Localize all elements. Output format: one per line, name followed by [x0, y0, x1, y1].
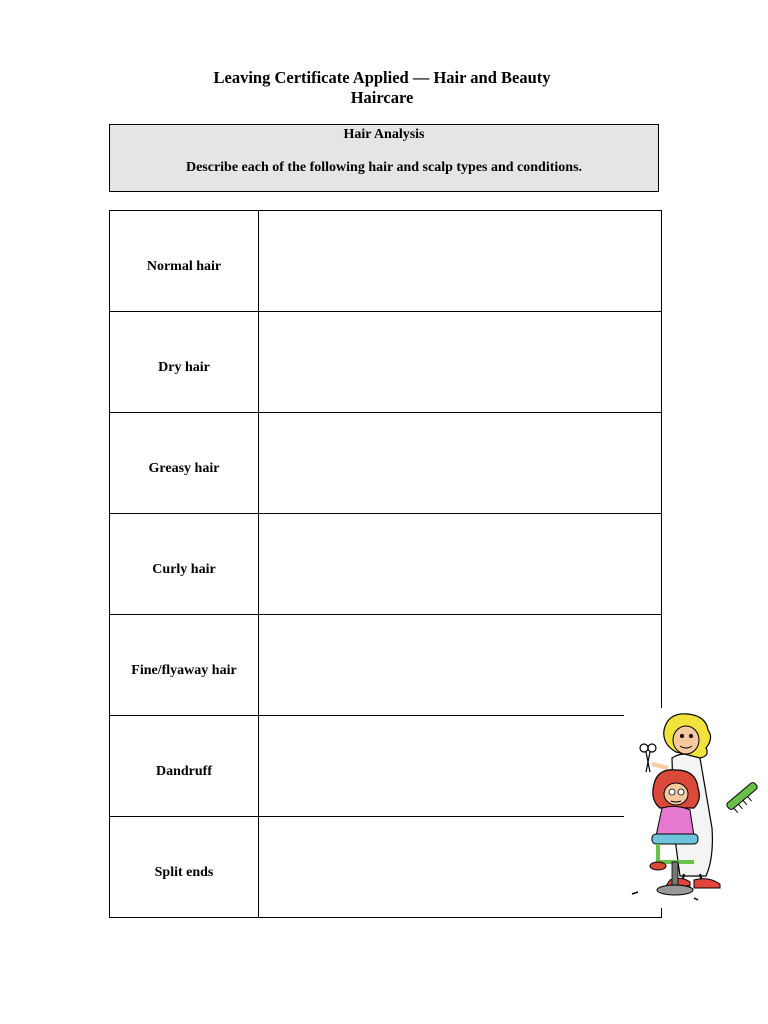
instructions-text: Describe each of the following hair and scalp types and conditions.: [185, 160, 583, 175]
row-label: Dry hair: [158, 360, 210, 375]
answer-cell-curly-hair[interactable]: [259, 514, 662, 615]
row-label-cell: [110, 211, 259, 312]
table-row: [110, 312, 662, 413]
row-label-cell: [110, 615, 259, 716]
row-label: Greasy hair: [148, 461, 220, 476]
row-label-cell: [110, 413, 259, 514]
instructions-box: [109, 124, 659, 192]
table-row: [110, 413, 662, 514]
row-label-cell: [110, 817, 259, 918]
row-label: Normal hair: [146, 259, 222, 274]
answer-cell-split-ends[interactable]: [259, 817, 662, 918]
row-label-cell: [110, 716, 259, 817]
table-row: [110, 514, 662, 615]
answer-cell-normal-hair[interactable]: [259, 211, 662, 312]
table-row: [110, 716, 662, 817]
title-line-1: Leaving Certificate Applied — Hair and Beauty: [213, 68, 551, 87]
row-label: Dandruff: [155, 764, 212, 779]
table-row: [110, 817, 662, 918]
table-row: [110, 211, 662, 312]
row-label: Fine/flyaway hair: [131, 663, 237, 678]
hairdresser-cartoon-icon: [624, 708, 764, 908]
answer-cell-dry-hair[interactable]: [259, 312, 662, 413]
table-row: [110, 615, 662, 716]
section-heading: Hair Analysis: [343, 127, 425, 142]
title-line-2: Haircare: [350, 88, 414, 107]
answer-cell-dandruff[interactable]: [259, 716, 662, 817]
row-label-cell: [110, 514, 259, 615]
row-label: Split ends: [154, 865, 214, 880]
answer-cell-greasy-hair[interactable]: [259, 413, 662, 514]
hair-analysis-table: [109, 210, 662, 918]
document-title: [0, 68, 764, 108]
row-label-cell: [110, 312, 259, 413]
answer-cell-fine-flyaway-hair[interactable]: [259, 615, 662, 716]
row-label: Curly hair: [152, 562, 216, 577]
